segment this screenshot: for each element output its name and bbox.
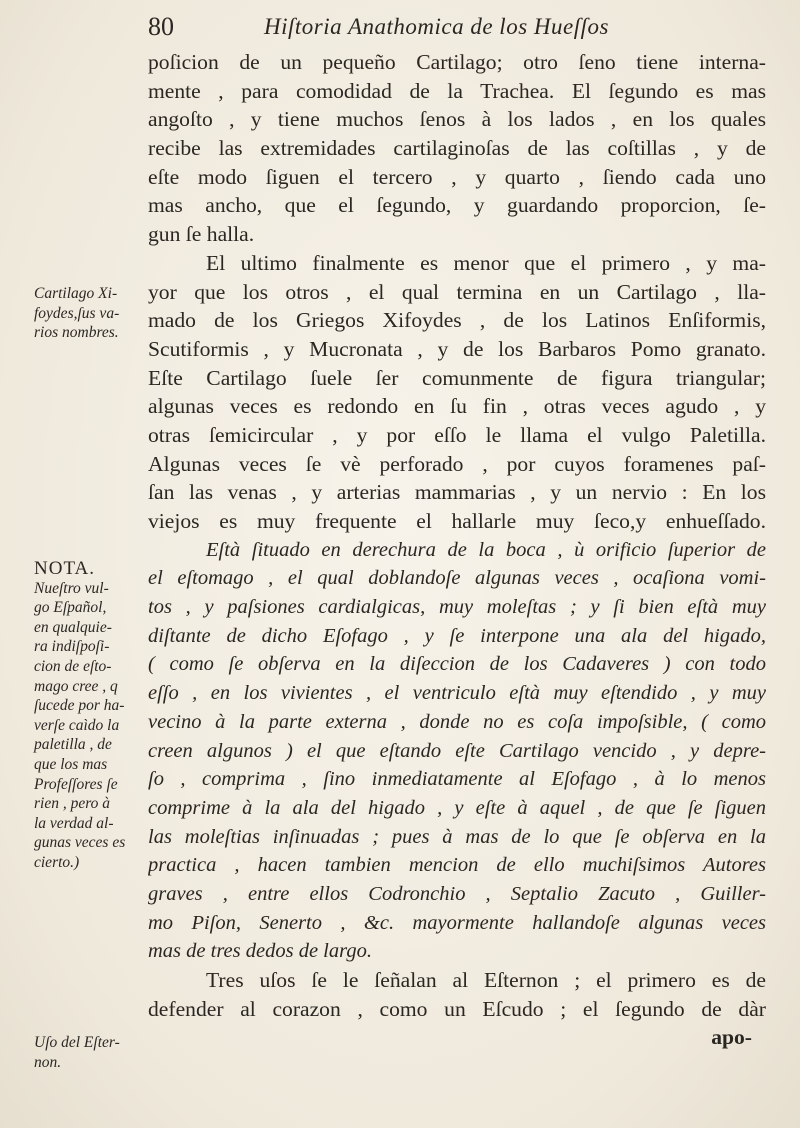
margin-note-line: en qualquie-: [34, 618, 112, 636]
margin-note-line: ſucede por ha-: [34, 697, 125, 715]
margin-note-line: verſe caìdo la: [34, 716, 120, 734]
text-line: mente , para comodidad de la Trachea. El ſegundo es mas: [148, 78, 766, 103]
margin-note-line: la verdad al-: [34, 814, 114, 832]
text-line: practica , hacen tambien mencion de ello muchiſsimos Autores: [148, 854, 766, 877]
text-line: algunas veces es redondo en ſu fin , otras veces agudo , y: [148, 394, 766, 419]
margin-note-line: cion de eſto-: [34, 657, 112, 675]
text-line: Eſtà ſituado en derechura de la boca , ù orificio ſuperior de: [206, 538, 766, 561]
margin-note-line: cierto.): [34, 853, 80, 871]
margin-note-line: gunas veces es: [34, 834, 126, 852]
text-line: defender al corazon , como un Eſcudo ; el ſegundo de dàr: [148, 996, 766, 1021]
text-line: diſtante de dicho Eſofago , y ſe interpone una ala del higado,: [148, 624, 766, 647]
margin-note-line: rien , pero à: [34, 795, 111, 813]
text-line: poſicion de un pequeño Cartilago; otro ſeno tiene interna-: [148, 50, 766, 74]
text-line: ſan las venas , y arterias mammarias , y un nervio : En los: [148, 480, 766, 505]
text-line: ſo , comprima , ſino inmediatamente al Eſofago , à lo menos: [148, 768, 766, 791]
text-line: el eſtomago , el qual doblandoſe algunas veces , ocaſiona vomi-: [148, 567, 766, 590]
text-line: vecino à la parte externa , donde no es coſa impoſsible, ( como: [148, 710, 766, 733]
margin-note-line: Nueſtro vul-: [34, 579, 109, 597]
text-line: otras ſemicircular , y por eſſo le llama el vulgo Paletilla.: [148, 422, 766, 447]
margin-note-line: rios nombres.: [34, 324, 119, 342]
margin-note-line: Profeſſores ſe: [34, 775, 118, 793]
text-line: Eſte Cartilago ſuele ſer comunmente de figura triangular;: [148, 365, 766, 390]
margin-note-line: Uſo del Eſter-: [34, 1034, 120, 1051]
text-line: eſſo , en los vivientes , el ventriculo eſtà muy eſtendido , y muy: [148, 682, 766, 705]
text-line: mado de los Griegos Xifoydes , de los Latinos Enſiformis,: [148, 308, 766, 333]
text-line: viejos es muy frequente el hallarle muy ſeco,y enhueſſado.: [148, 509, 766, 533]
margin-note-xifoydes: [34, 284, 144, 343]
main-text: [148, 48, 766, 1052]
text-line: tos , y paſsiones cardialgicas, muy moleſtas ; y ſi bien eſtà muy: [148, 596, 766, 619]
text-line: Tres uſos ſe le ſeñalan al Eſternon ; el primero es de: [206, 968, 766, 992]
text-line: creen algunos ) el que eſtando eſte Cartilago vencido , y depre-: [148, 739, 766, 762]
text-line: eſte modo ſiguen el tercero , y quarto , ſiendo cada uno: [148, 164, 766, 189]
margin-note-nota: [34, 559, 144, 873]
text-line: gun ſe halla.: [148, 222, 255, 247]
text-line: Scutiformis , y Mucronata , y de los Barbaros Pomo granato.: [148, 336, 766, 361]
text-line: mo Piſon, Senerto , &c. mayormente hallandoſe algunas veces: [148, 911, 766, 934]
margin-note-line: ra indiſpoſi-: [34, 638, 110, 656]
margin-note-line: go Eſpañol,: [34, 599, 107, 617]
page-number: 80: [148, 12, 174, 41]
text-line: angoſto , y tiene muchos ſenos à los lados , en los quales: [148, 107, 766, 132]
text-line: graves , entre ellos Codronchio , Septalio Zacuto , Guiller-: [148, 882, 766, 905]
text-line: yor que los otros , el qual termina en un Cartilago , lla-: [148, 279, 766, 304]
text-line: comprime à la ala del higado , y eſte à aquel , de que ſe ſiguen: [148, 796, 766, 819]
margin-note-line: mago cree , q: [34, 677, 118, 695]
page-header: [148, 12, 768, 48]
text-line: recibe las extremidades cartilaginoſas de las coſtillas , y de: [148, 136, 766, 161]
nota-heading: NOTA.: [34, 558, 95, 579]
text-line: ( como ſe obſerva en la diſeccion de los Cadaveres ) con todo: [148, 653, 766, 676]
margin-note-line: paletilla , de: [34, 736, 112, 754]
margin-note-line: Cartilago Xi-: [34, 285, 118, 302]
text-line: mas ancho, que el ſegundo, y guardando proporcion, ſe-: [148, 193, 766, 218]
margin-note-line: non.: [34, 1053, 62, 1071]
text-line: Algunas veces ſe vè perforado , por cuyos foramenes paſ-: [148, 451, 766, 476]
margin-note-line: foydes,ſus va-: [34, 304, 120, 322]
margin-note-uso-esternon: [34, 1033, 144, 1072]
margin-note-line: que los mas: [34, 755, 108, 773]
text-line: mas de tres dedos de largo.: [148, 940, 372, 963]
running-title: Hiſtoria Anathomica de los Hueſſos: [264, 14, 609, 39]
text-line: apo-: [711, 1025, 752, 1050]
text-line: las moleſtias inſinuadas ; pues à mas de lo que ſe obſerva en la: [148, 825, 766, 848]
text-line: El ultimo finalmente es menor que el primero , y ma-: [206, 250, 766, 275]
